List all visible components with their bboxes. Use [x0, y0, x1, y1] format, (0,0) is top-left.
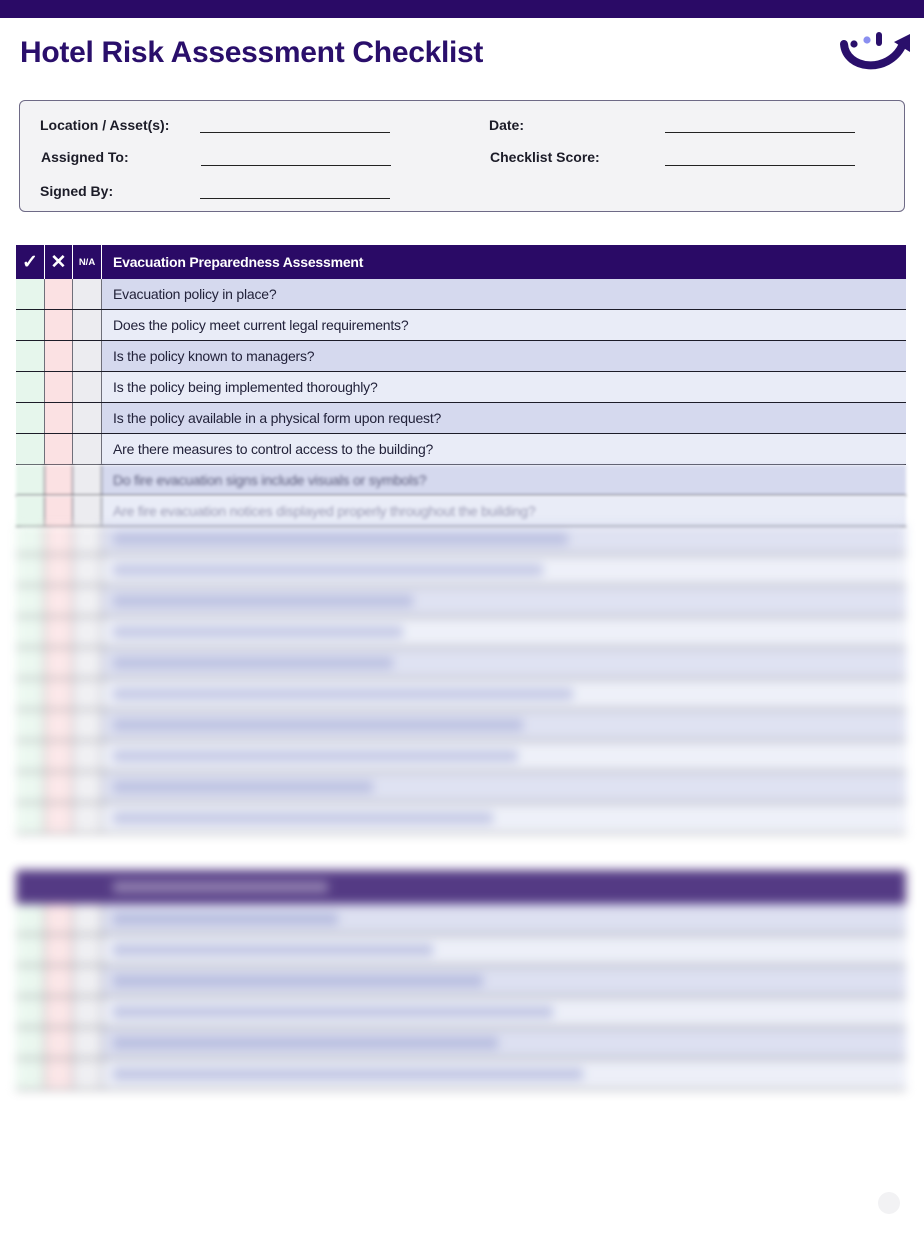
no-checkbox[interactable]: [45, 465, 73, 495]
na-checkbox[interactable]: [73, 496, 102, 526]
yes-checkbox[interactable]: [16, 279, 45, 309]
assigned-to-field[interactable]: [201, 165, 391, 166]
question-text: Is the policy available in a physical form upon request?: [102, 403, 906, 433]
yes-checkbox[interactable]: [16, 372, 45, 402]
checklist-score-field[interactable]: [665, 165, 855, 166]
na-checkbox[interactable]: [73, 372, 102, 402]
question-text: Are fire evacuation notices displayed properly throughout the building?: [102, 496, 906, 526]
smile-arrow-logo-icon: [836, 28, 914, 78]
evacuation-checklist-table: [16, 245, 906, 527]
question-text: Does the policy meet current legal requirements?: [102, 310, 906, 340]
na-checkbox[interactable]: [73, 403, 102, 433]
table-row: [16, 372, 906, 403]
location-field[interactable]: [200, 132, 390, 133]
na-checkbox[interactable]: [73, 434, 102, 464]
no-checkbox[interactable]: [45, 372, 73, 402]
na-column-header: N/A: [73, 245, 102, 279]
table-row: [16, 465, 906, 496]
assigned-to-label: Assigned To:: [41, 149, 129, 165]
table-row: [16, 434, 906, 465]
table-row: [16, 496, 906, 527]
yes-checkbox[interactable]: [16, 310, 45, 340]
na-checkbox[interactable]: [73, 310, 102, 340]
na-checkbox[interactable]: [73, 279, 102, 309]
no-checkbox[interactable]: [45, 279, 73, 309]
table-row: [16, 310, 906, 341]
no-checkbox[interactable]: [45, 434, 73, 464]
assessment-details-box: [19, 100, 905, 212]
yes-checkbox[interactable]: [16, 341, 45, 371]
yes-checkbox[interactable]: [16, 496, 45, 526]
no-checkbox[interactable]: [45, 341, 73, 371]
question-text: Is the policy being implemented thoroughly?: [102, 372, 906, 402]
date-field[interactable]: [665, 132, 855, 133]
blurred-second-section: [16, 870, 906, 1090]
na-checkbox[interactable]: [73, 341, 102, 371]
section-title: Evacuation Preparedness Assessment: [113, 254, 364, 270]
yes-checkbox[interactable]: [16, 434, 45, 464]
table-header: [16, 245, 906, 279]
question-text: Is the policy known to managers?: [102, 341, 906, 371]
page-title: Hotel Risk Assessment Checklist: [20, 36, 484, 69]
question-text: Evacuation policy in place?: [102, 279, 906, 309]
cross-column-icon: ✕: [45, 245, 73, 279]
no-checkbox[interactable]: [45, 310, 73, 340]
no-checkbox[interactable]: [45, 496, 73, 526]
table-row: [16, 279, 906, 310]
question-text: Are there measures to control access to the building?: [102, 434, 906, 464]
blurred-table-rows: [16, 524, 906, 834]
question-text: Do fire evacuation signs include visuals or symbols?: [102, 465, 906, 495]
no-checkbox[interactable]: [45, 403, 73, 433]
top-accent-bar: [0, 0, 924, 18]
table-row: [16, 341, 906, 372]
yes-checkbox[interactable]: [16, 403, 45, 433]
checkmark-column-icon: ✓: [16, 245, 45, 279]
yes-checkbox[interactable]: [16, 465, 45, 495]
signed-by-field[interactable]: [200, 198, 390, 199]
na-checkbox[interactable]: [73, 465, 102, 495]
table-row: [16, 403, 906, 434]
page-corner-mark: [878, 1192, 900, 1214]
location-label: Location / Asset(s):: [40, 117, 170, 133]
signed-by-label: Signed By:: [40, 183, 114, 199]
checklist-score-label: Checklist Score:: [490, 149, 600, 165]
date-label: Date:: [489, 117, 525, 133]
